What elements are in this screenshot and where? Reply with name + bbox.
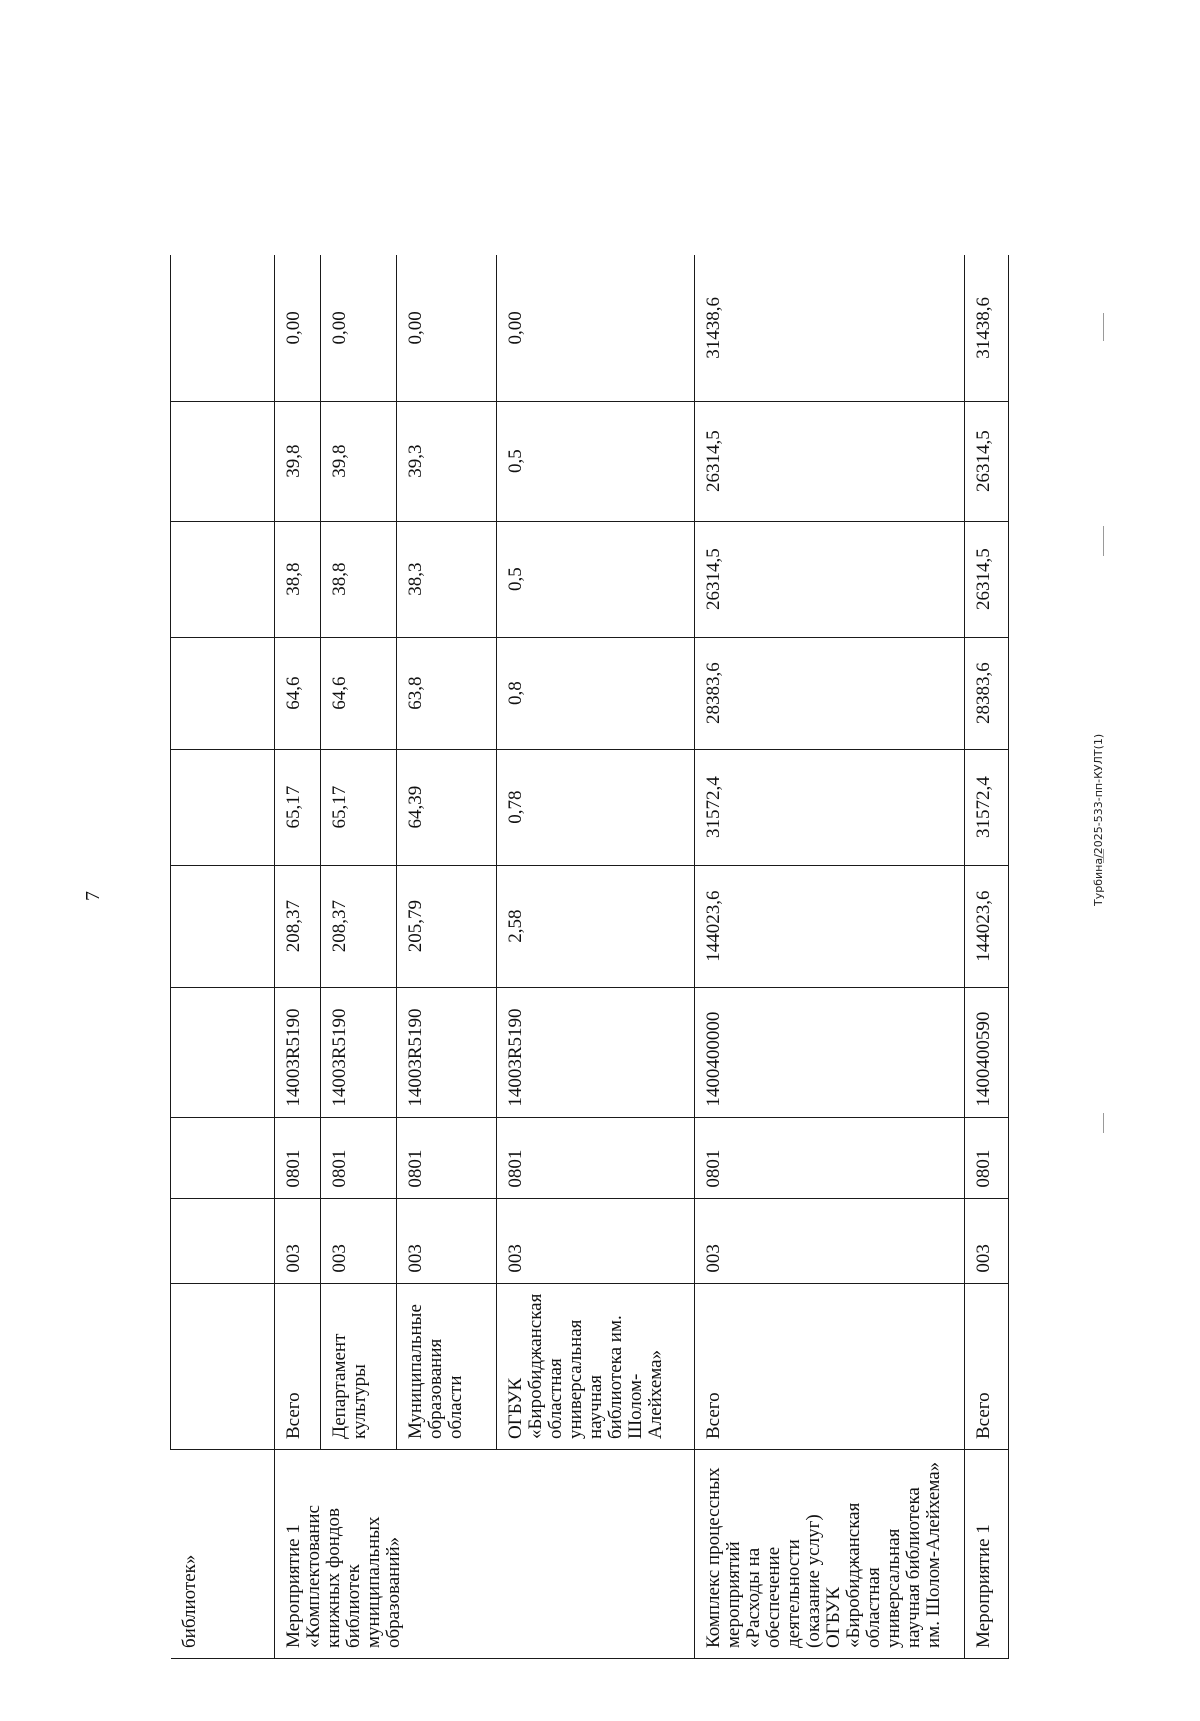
table-row [695,255,965,1658]
cell-source: Всего [965,1283,1009,1449]
cell-total: 205,79 [397,865,497,987]
cell-rz: 0801 [321,1117,397,1198]
cell-year-1: 0,78 [497,749,695,865]
page-number: 7 [82,891,104,901]
cell-year-3: 38,3 [397,521,497,637]
cell-year-4: 39,8 [275,401,321,521]
cell-year-2: 28383,6 [695,637,965,749]
cell-year-2: 63,8 [397,637,497,749]
cell-name: Комплекс процессных мероприятий «Расходы на обеспечение деятельности (оказание услуг) ОГБУК «Биробиджанская областная универсальная научная библиотека им. Шолом-Алейхема» [695,1450,965,1659]
cell-year-5: 0,00 [321,255,397,401]
cell-grbs: 003 [275,1198,321,1283]
cell-year-3: 38,8 [321,521,397,637]
table-row [397,255,497,1658]
cell-total: 208,37 [321,865,397,987]
table-row [171,255,275,1658]
table-row [497,255,695,1658]
cell-rz: 0801 [397,1117,497,1198]
cell-source: ОГБУК «Биробиджанская областная универсальная научная библиотека им. Шолом-Алейхема» [497,1283,695,1449]
cell-grbs [171,1198,275,1283]
cell-year-1: 31572,4 [695,749,965,865]
scan-mark [1103,313,1104,341]
cell-name: Мероприятие 1 «Комплектованис книжных фондов библиотек муниципальных образований» [275,1450,695,1659]
cell-csr: 14003R5190 [321,987,397,1117]
cell-rz: 0801 [965,1117,1009,1198]
cell-csr: 14003R5190 [397,987,497,1117]
cell-rz: 0801 [497,1117,695,1198]
cell-year-1: 65,17 [275,749,321,865]
cell-year-5: 0,00 [275,255,321,401]
cell-total: 2,58 [497,865,695,987]
cell-total: 144023,6 [965,865,1009,987]
cell-year-3 [171,521,275,637]
cell-rz: 0801 [695,1117,965,1198]
budget-table [170,255,1009,1659]
table-row [965,255,1009,1658]
cell-year-2 [171,637,275,749]
cell-csr [171,987,275,1117]
cell-source [171,1283,275,1449]
cell-total: 144023,6 [695,865,965,987]
cell-year-1: 31572,4 [965,749,1009,865]
cell-grbs: 003 [321,1198,397,1283]
cell-year-4: 26314,5 [965,401,1009,521]
cell-year-2: 64,6 [275,637,321,749]
cell-name: Мероприятие 1 [965,1450,1009,1659]
cell-year-4: 39,8 [321,401,397,521]
cell-csr: 1400400590 [965,987,1009,1117]
cell-year-5: 0,00 [497,255,695,401]
cell-year-3: 26314,5 [695,521,965,637]
cell-year-5: 31438,6 [695,255,965,401]
cell-grbs: 003 [397,1198,497,1283]
footer-code: Турбина/2025-533-пп-КУЛТ(1) [1092,733,1105,906]
cell-year-4 [171,401,275,521]
table-row [275,255,321,1658]
scan-mark [1103,1113,1104,1133]
cell-csr: 14003R5190 [275,987,321,1117]
cell-year-4: 26314,5 [695,401,965,521]
scan-mark [1103,526,1104,556]
cell-total [171,865,275,987]
cell-year-3: 0,5 [497,521,695,637]
cell-grbs: 003 [965,1198,1009,1283]
cell-csr: 1400400000 [695,987,965,1117]
cell-rz [171,1117,275,1198]
cell-source: Всего [695,1283,965,1449]
cell-year-5: 0,00 [397,255,497,401]
cell-year-1: 64,39 [397,749,497,865]
cell-year-5: 31438,6 [965,255,1009,401]
cell-year-3: 26314,5 [965,521,1009,637]
cell-year-4: 0,5 [497,401,695,521]
cell-year-4: 39,3 [397,401,497,521]
cell-grbs: 003 [695,1198,965,1283]
cell-source: Всего [275,1283,321,1449]
cell-year-2: 64,6 [321,637,397,749]
cell-year-2: 0,8 [497,637,695,749]
cell-total: 208,37 [275,865,321,987]
cell-year-5 [171,255,275,401]
table-row [321,255,397,1658]
cell-source: Муниципальные образования области [397,1283,497,1449]
cell-year-1: 65,17 [321,749,397,865]
cell-csr: 14003R5190 [497,987,695,1117]
cell-year-1 [171,749,275,865]
cell-grbs: 003 [497,1198,695,1283]
cell-year-2: 28383,6 [965,637,1009,749]
cell-year-3: 38,8 [275,521,321,637]
cell-name: библиотек» [171,1450,275,1659]
cell-rz: 0801 [275,1117,321,1198]
cell-source: Департамент культуры [321,1283,397,1449]
